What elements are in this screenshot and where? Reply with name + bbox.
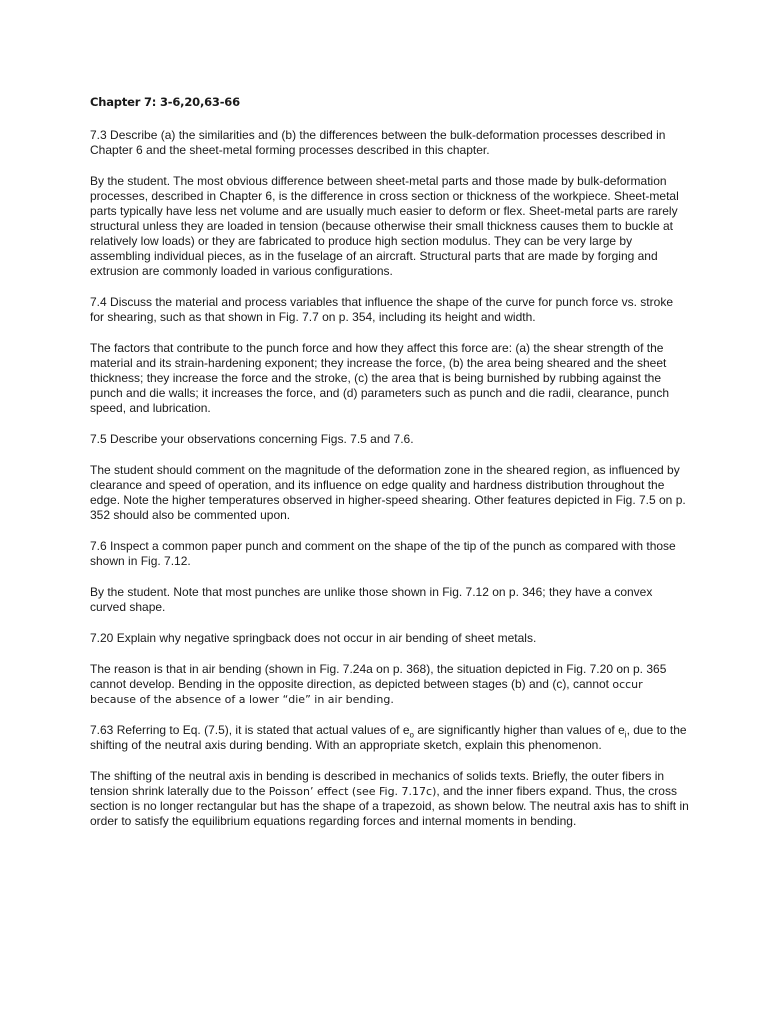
answer-text: The reason is that in air bending (shown in Fig. 7.24a on p. 368), the situation depicted in Fig. 7.20 on p. 365 cannot develop. Bending in the opposite direction, as depicted between stages (b) and (c), cannot xyxy=(90,662,667,691)
question-7-5 xyxy=(90,432,690,447)
question-label: 7.5 xyxy=(90,432,107,446)
subscript-i: i xyxy=(624,730,627,740)
answer-text: , and the inner fibers expand. Thus, the cross section is no longer rectangular but has the shape of a trapezoid, as shown below. The neutral axis has to shift in order to satisfy the equilibrium equations regarding forces and internal moments in bending. xyxy=(90,784,689,828)
question-7-63 xyxy=(90,723,690,753)
question-text: Describe your observations concerning Figs. 7.5 and 7.6. xyxy=(110,432,414,446)
answer-text-alt-font: Poisson’ effect (see Fig. 7.17c) xyxy=(268,785,437,798)
chapter-heading: Chapter 7: 3-6,20,63-66 xyxy=(90,95,240,109)
question-7-3 xyxy=(90,128,690,158)
answer-7-6: By the student. Note that most punches are unlike those shown in Fig. 7.12 on p. 346; they have a convex curved shape. xyxy=(90,585,653,614)
question-label: 7.63 xyxy=(90,723,114,737)
answer-text-alt-font: occur because of the absence of a lower “die” in air bending. xyxy=(90,678,643,706)
question-label: 7.4 xyxy=(90,295,107,309)
question-7-20 xyxy=(90,631,690,646)
answer-7-63 xyxy=(90,769,690,829)
answer-7-5: The student should comment on the magnitude of the deformation zone in the sheared region, as influenced by clearance and speed of operation, and its influence on edge quality and hardness distribution throughout the edge. Note the higher temperatures observed in higher-speed shearing. Other features depicted in Fig. 7.5 on p. 352 should also be commented upon. xyxy=(90,463,686,522)
answer-7-3: By the student. The most obvious difference between sheet-metal parts and those made by bulk-deformation processes, described in Chapter 6, is the difference in cross section or thickness of the workpiece. Sheet-metal parts typically have less net volume and are usually much easier to deform or flex. Sheet-metal parts are rarely structural unless they are loaded in tension (because otherwise their small thickness causes them to buckle at relatively low loads) or they are fabricated to produce high section modulus. They can be very large by assembling individual pieces, as in the fuselage of an aircraft. Structural parts that are made by forging and extrusion are commonly loaded in various configurations. xyxy=(90,174,679,278)
subscript-o: o xyxy=(409,730,414,740)
question-7-6 xyxy=(90,539,690,569)
question-7-4 xyxy=(90,295,690,325)
question-text: Inspect a common paper punch and comment on the shape of the tip of the punch as compared with those shown in Fig. 7.12. xyxy=(90,539,676,568)
question-text: Discuss the material and process variables that influence the shape of the curve for punch force vs. stroke for shearing, such as that shown in Fig. 7.7 on p. 354, including its height and width. xyxy=(90,295,673,324)
question-label: 7.20 xyxy=(90,631,114,645)
question-text: , due to the shifting of the neutral axis during bending. With an appropriate sketch, explain this phenomenon. xyxy=(90,723,687,752)
question-label: 7.3 xyxy=(90,128,107,142)
answer-7-4: The factors that contribute to the punch force and how they affect this force are: (a) the shear strength of the material and its strain-hardening exponent; they increase the force, (b) the area being sheared and the sheet thickness; they increase the force and the stroke, (c) the area that is being burnished by rubbing against the punch and die walls; it increases the force, and (d) parameters such as punch and die radii, clearance, punch speed, and lubrication. xyxy=(90,341,669,415)
question-text: Describe (a) the similarities and (b) the differences between the bulk-deformation processes described in Chapter 6 and the sheet-metal forming processes described in this chapter. xyxy=(90,128,666,157)
answer-7-20 xyxy=(90,662,690,707)
question-text: Referring to Eq. (7.5), it is stated that actual values of e xyxy=(116,723,410,737)
answer-text: The shifting of the neutral axis in bending is described in mechanics of solids texts. Briefly, the outer fibers in tension shrink laterally due to the xyxy=(90,769,665,798)
question-text: are significantly higher than values of e xyxy=(413,723,625,737)
document-page xyxy=(90,95,690,845)
question-label: 7.6 xyxy=(90,539,107,553)
question-text: Explain why negative springback does not occur in air bending of sheet metals. xyxy=(116,631,537,645)
